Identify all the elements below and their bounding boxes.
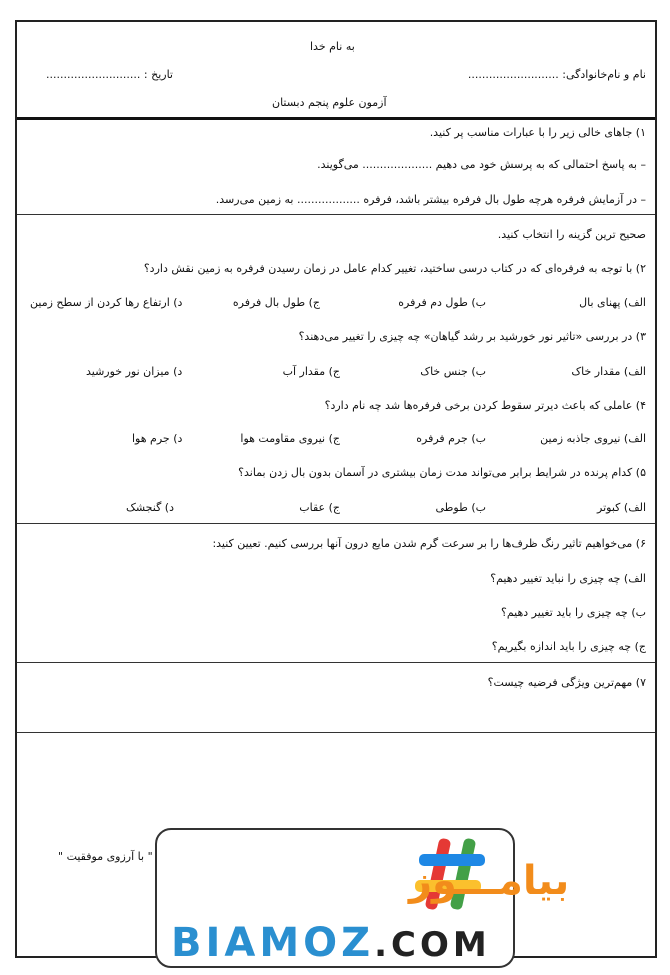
q3-option-a: الف) مقدار خاک [571, 365, 646, 378]
q5-option-a: الف) کبوتر [597, 501, 646, 514]
q5-option-c: ج) عقاب [299, 501, 340, 514]
biamoz-logo [155, 828, 570, 968]
good-luck-note: " با آرزوی موفقیت " [58, 850, 153, 863]
student-name-field: نام و نام‌خانوادگی: .......................... [467, 68, 646, 81]
q1-prompt: ۱) جاهای خالی زیر را با عبارات مناسب پر کنید. [429, 126, 646, 139]
logo-latin-suffix: .COM [374, 925, 491, 965]
section-divider [17, 662, 655, 663]
q3-option-c: ج) مقدار آب [282, 365, 340, 378]
q2-option-a: الف) پهنای بال [579, 296, 646, 309]
biamoz-logo-graphic [157, 830, 570, 970]
section-divider [17, 523, 655, 524]
header-divider [17, 117, 655, 120]
q1-line-1: – به پاسخ احتمالی که به پرسش خود می دهیم .................... می‌گویند. [317, 158, 646, 171]
mc-instructions: صحیح ترین گزینه را انتخاب کنید. [497, 228, 646, 241]
q5-option-b: ب) طوطی [435, 501, 486, 514]
q5-prompt: ۵) کدام پرنده در شرایط برابر می‌تواند مدت زمان بیشتری در آسمان بدون بال زدن بماند؟ [238, 466, 646, 479]
q2-option-c: ج) طول بال فرفره [232, 296, 320, 309]
q6-part-a: الف) چه چیزی را نباید تغییر دهیم؟ [490, 572, 646, 585]
q4-option-b: ب) جرم فرفره [416, 432, 486, 445]
q4-option-d: د) جرم هوا [132, 432, 183, 445]
logo-latin-text [171, 920, 491, 966]
q6-prompt: ۶) می‌خواهیم تاثیر رنگ ظرف‌ها را بر سرعت گرم شدن مایع درون آنها بررسی کنیم. تعیین کنید: [212, 537, 646, 550]
q2-option-d: د) ارتفاع رها کردن از سطح زمین [30, 296, 183, 309]
q3-option-b: ب) جنس خاک [420, 365, 486, 378]
q7-prompt: ۷) مهم‌ترین ویژگی فرضیه چیست؟ [487, 676, 646, 689]
q2-option-b: ب) طول دم فرفره [398, 296, 486, 309]
q6-part-c: ج) چه چیزی را باید اندازه بگیریم؟ [491, 640, 646, 653]
q5-option-d: د) گنجشک [126, 501, 175, 514]
q2-prompt: ۲) با توجه به فرفره‌ای که در کتاب درسی ساختید، تغییر کدام عامل در زمان رسیدن فرفره به زمین نقش دارد؟ [143, 262, 646, 275]
logo-persian-text: بیامـــوز [409, 858, 570, 904]
q6-part-b: ب) چه چیزی را باید تغییر دهیم؟ [501, 606, 646, 619]
section-divider [17, 214, 655, 215]
q1-line-2: – در آزمایش فرفره هرچه طول بال فرفره بیشتر باشد، فرفره .................. به زمین می‌رسد. [215, 193, 646, 206]
basmala: به نام خدا [310, 40, 355, 53]
q3-option-d: د) میزان نور خورشید [86, 365, 183, 378]
section-divider [17, 732, 655, 733]
exam-title: آزمون علوم پنجم دبستان [272, 96, 387, 109]
q4-option-c: ج) نیروی مقاومت هوا [240, 432, 340, 445]
q3-prompt: ۳) در بررسی «تاثیر نور خورشید بر رشد گیاهان» چه چیزی را تغییر می‌دهند؟ [298, 330, 646, 343]
date-field: تاریخ : ........................... [46, 68, 173, 81]
q4-option-a: الف) نیروی جاذبه زمین [540, 432, 646, 445]
q4-prompt: ۴) عاملی که باعث دیرتر سقوط کردن برخی فرفره‌ها شد چه نام دارد؟ [324, 399, 646, 412]
logo-latin-main: BIAMOZ [171, 920, 375, 966]
